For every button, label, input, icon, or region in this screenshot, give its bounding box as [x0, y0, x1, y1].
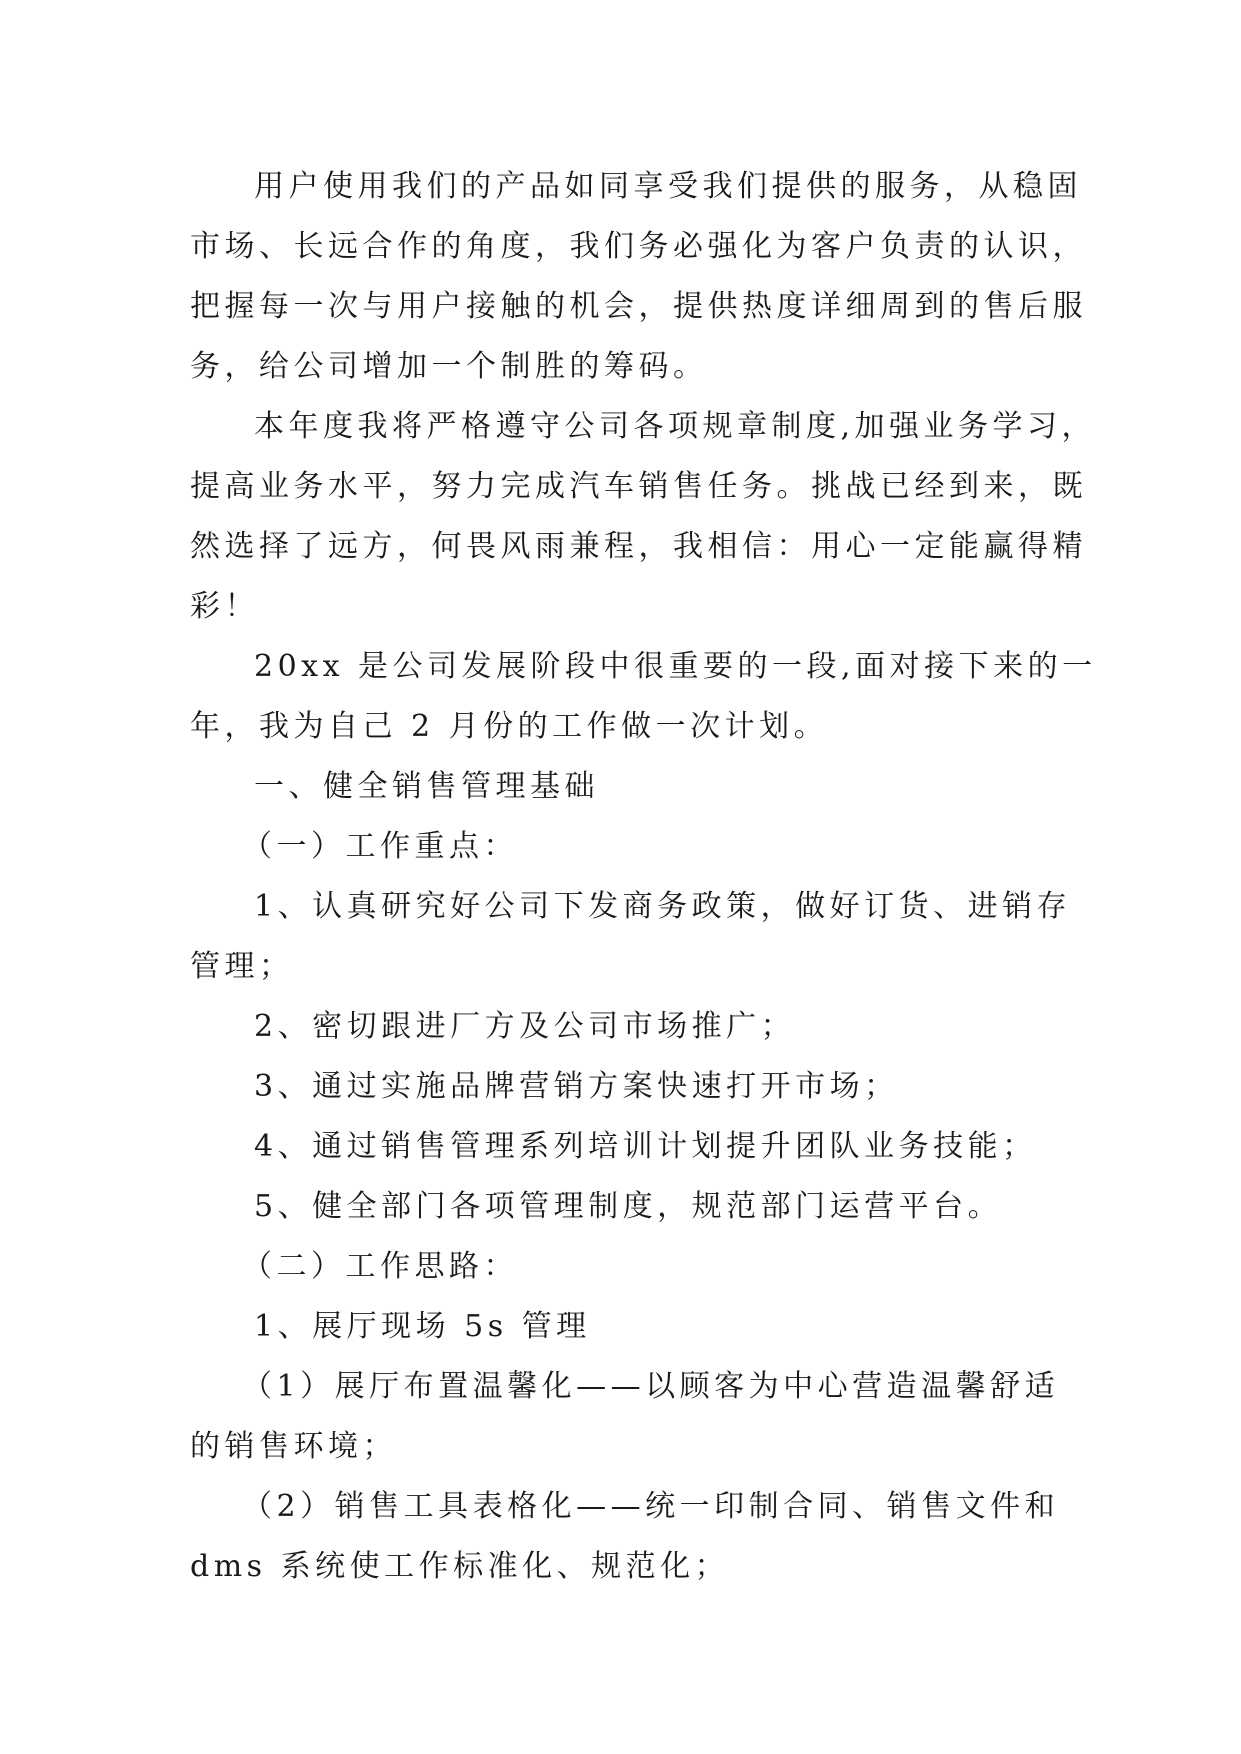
paragraph-service: [190, 157, 1087, 397]
subsection-heading-approach: [190, 1237, 1070, 1297]
list-item-5s: [190, 1297, 1070, 1357]
paragraph-annual-commitment: [190, 397, 1097, 637]
text-line: 务，给公司增加一个制胜的筹码。: [190, 349, 708, 384]
list-item-3: [190, 1057, 1070, 1117]
text-line: 5、健全部门各项管理制度，规范部门运营平台。: [254, 1189, 1003, 1224]
text-line: 2、密切跟进厂方及公司市场推广；: [254, 1009, 796, 1044]
text-line: 年，我为自己 2 月份的工作做一次计划。: [190, 709, 829, 744]
list-subitem-1: [190, 1357, 1070, 1477]
text-line: （2）销售工具表格化——统一印制合同、销售文件和: [242, 1489, 1060, 1524]
heading-text: 一、健全销售管理基础: [254, 769, 599, 804]
text-line: 市场、长远合作的角度，我们务必强化为客户负责的认识，: [190, 229, 1087, 264]
text-line: 3、通过实施品牌营销方案快速打开市场；: [254, 1069, 899, 1104]
list-item-4: [190, 1117, 1070, 1177]
text-line: 1、认真研究好公司下发商务政策，做好订货、进销存: [254, 889, 1072, 924]
text-line: 彩！: [190, 589, 259, 624]
heading-text: （二）工作思路：: [242, 1249, 518, 1284]
paragraph-plan-intro: [190, 637, 1097, 757]
document-body: [190, 157, 1097, 1597]
heading-text: （一）工作重点：: [242, 829, 518, 864]
text-line: 1、展厅现场 5s 管理: [254, 1309, 591, 1344]
list-subitem-2: [190, 1477, 1070, 1597]
list-item-2: [190, 997, 1070, 1057]
text-line: 20xx 是公司发展阶段中很重要的一段,面对接下来的一: [254, 649, 1097, 684]
text-line: 用户使用我们的产品如同享受我们提供的服务，从稳固: [254, 169, 1082, 204]
list-item-5: [190, 1177, 1070, 1237]
section-heading-1: [190, 757, 1070, 817]
text-line: 提高业务水平，努力完成汽车销售任务。挑战已经到来，既: [190, 469, 1087, 504]
text-line: 把握每一次与用户接触的机会，提供热度详细周到的售后服: [190, 289, 1087, 324]
text-line: 4、通过销售管理系列培训计划提升团队业务技能；: [254, 1129, 1037, 1164]
subsection-heading-focus: [190, 817, 1070, 877]
text-line: 的销售环境；: [190, 1429, 397, 1464]
text-line: dms 系统使工作标准化、规范化；: [190, 1549, 730, 1584]
text-line: 本年度我将严格遵守公司各项规章制度,加强业务学习，: [254, 409, 1097, 444]
text-line: 管理；: [190, 949, 294, 984]
text-line: 然选择了远方，何畏风雨兼程，我相信：用心一定能赢得精: [190, 529, 1087, 564]
list-item-1: [190, 877, 1070, 997]
text-line: （1）展厅布置温馨化——以顾客为中心营造温馨舒适: [242, 1369, 1060, 1404]
